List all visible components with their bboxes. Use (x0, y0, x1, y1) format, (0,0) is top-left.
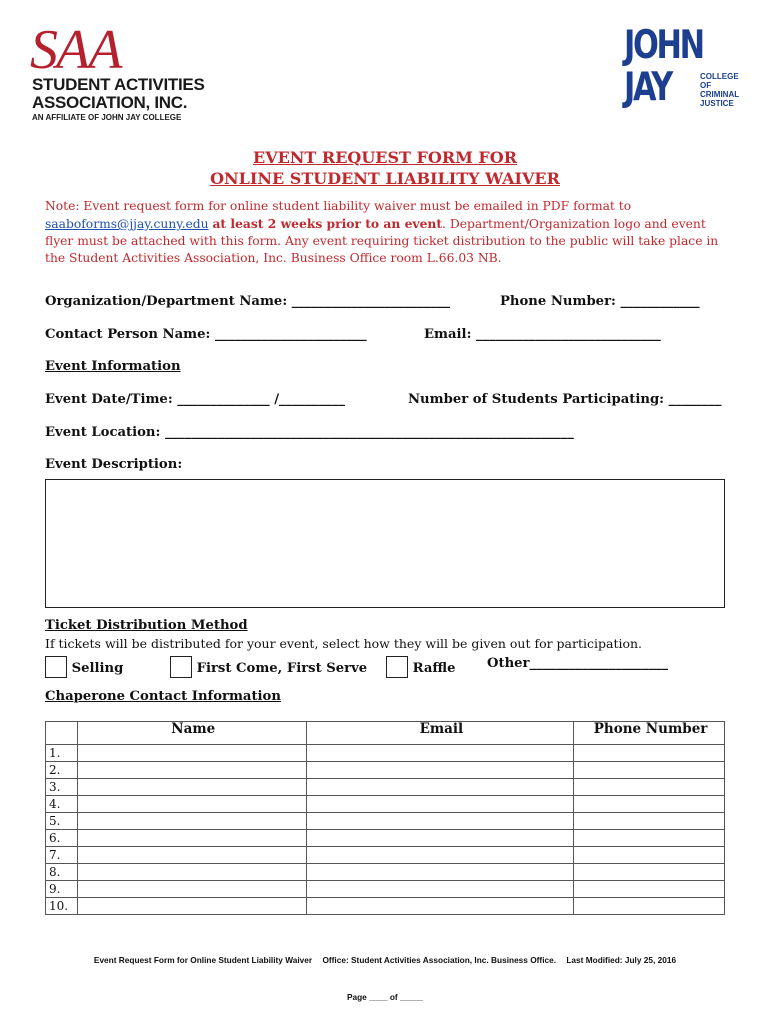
description-textarea[interactable] (45, 479, 725, 608)
column-header-index (46, 722, 78, 745)
contact-line[interactable]: _______________________ (214, 327, 367, 342)
chaperone-email-cell[interactable] (306, 847, 574, 864)
chaperone-email-cell[interactable] (306, 898, 574, 915)
saa-logo-line3: AN AFFILIATE OF JOHN JAY COLLEGE (32, 113, 182, 122)
location-field[interactable] (45, 425, 574, 440)
email-label: Email: (424, 327, 472, 342)
selling-label: Selling (71, 661, 124, 676)
form-title-line1: EVENT REQUEST FORM FOR (253, 148, 517, 167)
john-jay-logo-justice: JUSTICE (700, 99, 734, 108)
first-come-checkbox[interactable] (170, 656, 192, 678)
row-number: 9. (46, 881, 78, 898)
note-deadline: at least 2 weeks prior to an event (212, 216, 443, 231)
ticket-instructions: If tickets will be distributed for your event, select how they will be given out for participation. (45, 636, 643, 651)
email-field[interactable] (424, 327, 661, 342)
ticket-heading: Ticket Distribution Method (45, 618, 248, 633)
table-row (46, 813, 725, 830)
chaperone-email-cell[interactable] (306, 864, 574, 881)
row-number: 10. (46, 898, 78, 915)
chaperone-phone-cell[interactable] (574, 762, 725, 779)
phone-label: Phone Number: (500, 294, 616, 309)
chaperone-email-cell[interactable] (306, 796, 574, 813)
first-come-label: First Come, First Serve (196, 661, 368, 676)
submission-note (45, 198, 735, 267)
chaperone-email-cell[interactable] (306, 881, 574, 898)
row-number: 1. (46, 745, 78, 762)
table-row (46, 745, 725, 762)
other-line[interactable]: _____________________ (529, 656, 668, 671)
chaperone-name-cell[interactable] (77, 762, 306, 779)
org-field[interactable] (45, 294, 450, 309)
saa-logo-line2: ASSOCIATION, INC. (32, 93, 188, 112)
row-number: 4. (46, 796, 78, 813)
row-number: 3. (46, 779, 78, 796)
table-row (46, 796, 725, 813)
column-header-email: Email (306, 722, 574, 745)
chaperone-phone-cell[interactable] (574, 898, 725, 915)
chaperone-name-cell[interactable] (77, 813, 306, 830)
table-row (46, 847, 725, 864)
row-number: 8. (46, 864, 78, 881)
chaperone-heading: Chaperone Contact Information (45, 689, 281, 704)
chaperone-email-cell[interactable] (306, 813, 574, 830)
john-jay-logo (624, 23, 744, 112)
date-label: Event Date/Time: (45, 392, 173, 407)
other-label: Other (487, 656, 530, 671)
row-number: 7. (46, 847, 78, 864)
john-jay-logo-criminal: CRIMINAL (700, 90, 740, 99)
column-header-phone: Phone Number (574, 722, 725, 745)
chaperone-email-cell[interactable] (306, 762, 574, 779)
chaperone-phone-cell[interactable] (574, 779, 725, 796)
table-row (46, 864, 725, 881)
chaperone-name-cell[interactable] (77, 881, 306, 898)
phone-field[interactable] (500, 294, 700, 309)
chaperone-phone-cell[interactable] (574, 796, 725, 813)
column-header-name: Name (77, 722, 306, 745)
selling-checkbox[interactable] (45, 656, 67, 678)
john-jay-logo-of: OF (700, 81, 712, 90)
john-jay-logo-jay: JAY (624, 65, 671, 110)
ticket-option-raffle[interactable] (386, 656, 456, 678)
footer-office: Office: Student Activities Association, Inc. Business Office. (322, 955, 557, 965)
table-row (46, 881, 725, 898)
chaperone-email-cell[interactable] (306, 779, 574, 796)
raffle-checkbox[interactable] (386, 656, 408, 678)
saa-logo (30, 19, 205, 122)
chaperone-name-cell[interactable] (77, 847, 306, 864)
chaperone-email-cell[interactable] (306, 830, 574, 847)
event-info-heading: Event Information (45, 359, 181, 374)
ticket-option-other[interactable] (487, 656, 668, 671)
chaperone-name-cell[interactable] (77, 745, 306, 762)
footer-modified: Last Modified: July 25, 2016 (566, 955, 677, 965)
location-label: Event Location: (45, 425, 161, 440)
contact-label: Contact Person Name: (45, 327, 211, 342)
row-number: 5. (46, 813, 78, 830)
table-row (46, 779, 725, 796)
org-label: Organization/Department Name: (45, 294, 288, 309)
note-prefix: Note: Event request form for online student liability waiver must be emailed in PDF format to (45, 199, 632, 213)
chaperone-name-cell[interactable] (77, 864, 306, 881)
chaperone-phone-cell[interactable] (574, 864, 725, 881)
date-line[interactable]: ______________ /__________ (177, 392, 345, 407)
chaperone-phone-cell[interactable] (574, 813, 725, 830)
page-footer (0, 955, 770, 965)
chaperone-phone-cell[interactable] (574, 847, 725, 864)
saa-logo-line1: STUDENT ACTIVITIES (32, 75, 205, 94)
students-label: Number of Students Participating: (408, 392, 665, 407)
chaperone-name-cell[interactable] (77, 796, 306, 813)
submission-email-link[interactable]: saaboforms@jjay.cuny.edu (45, 217, 209, 231)
chaperone-name-cell[interactable] (77, 830, 306, 847)
chaperone-name-cell[interactable] (77, 779, 306, 796)
footer-form-name: Event Request Form for Online Student Liability Waiver (93, 955, 313, 965)
table-row (46, 830, 725, 847)
date-field[interactable] (45, 392, 345, 407)
location-line[interactable]: ______________________________________________________________ (164, 425, 574, 440)
students-line[interactable]: ________ (668, 392, 722, 407)
chaperone-table (45, 721, 725, 915)
row-number: 6. (46, 830, 78, 847)
john-jay-logo-college: COLLEGE (700, 72, 739, 81)
email-line[interactable]: ____________________________ (476, 327, 661, 342)
form-title-line2: ONLINE STUDENT LIABILITY WAIVER (210, 169, 560, 188)
table-row (46, 898, 725, 915)
page-number: Page ____ of _____ (346, 992, 424, 1002)
chaperone-phone-cell[interactable] (574, 881, 725, 898)
chaperone-email-cell[interactable] (306, 745, 574, 762)
org-line[interactable]: ________________________ (291, 294, 451, 309)
phone-line[interactable]: ____________ (620, 294, 700, 309)
contact-field[interactable] (45, 327, 367, 342)
saa-logo-mark: SAA (30, 19, 121, 81)
row-number: 2. (46, 762, 78, 779)
chaperone-phone-cell[interactable] (574, 745, 725, 762)
ticket-option-selling[interactable] (45, 656, 123, 678)
table-header-row (46, 722, 725, 745)
john-jay-logo-john: JOHN (624, 23, 703, 68)
description-label: Event Description: (45, 457, 183, 472)
chaperone-name-cell[interactable] (77, 898, 306, 915)
table-row (46, 762, 725, 779)
chaperone-phone-cell[interactable] (574, 830, 725, 847)
note-rest: . Department/Organization logo and event flyer must be attached with this form. Any event requiring ticket distribution to the public will take place in the Student Activities Association, Inc. Business Office room L.66.03 NB. (45, 217, 719, 265)
raffle-label: Raffle (412, 661, 456, 676)
students-field[interactable] (408, 392, 721, 407)
ticket-option-first-come[interactable] (170, 656, 367, 678)
